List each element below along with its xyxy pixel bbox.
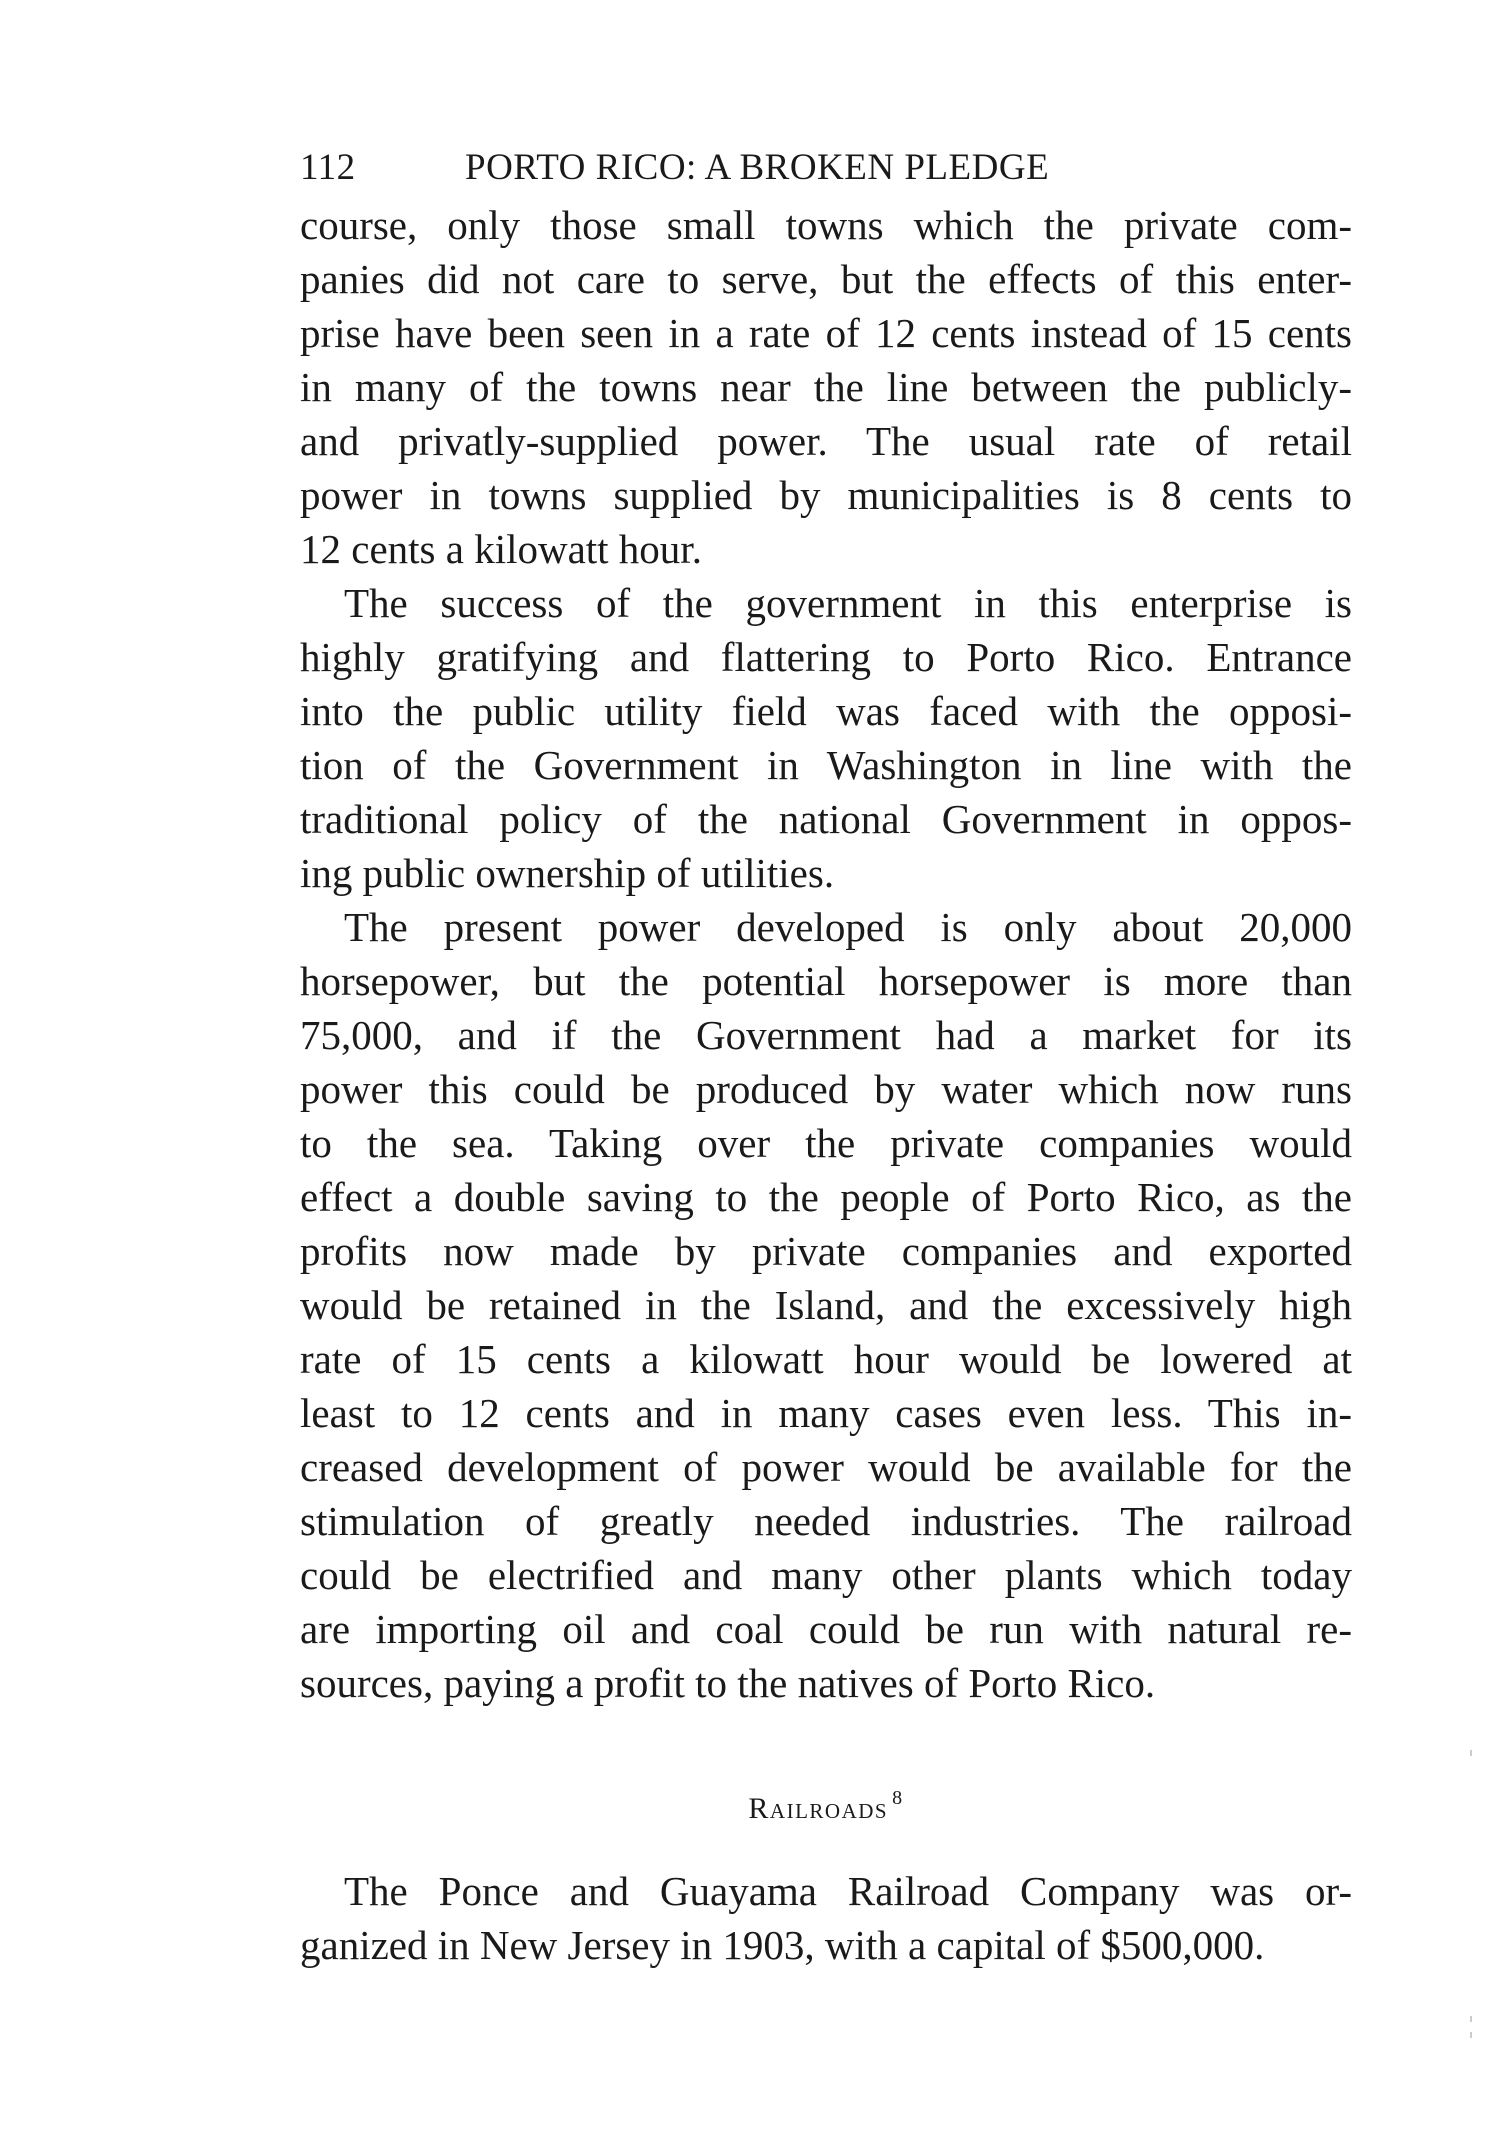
footnote-marker: 8 xyxy=(892,1787,904,1809)
text-line: traditional policy of the national Government in oppos- xyxy=(300,796,1352,842)
text-line: ganized in New Jersey in 1903, with a capital of $500,000. xyxy=(300,1922,1265,1968)
text-line: panies did not care to serve, but the effects of this enter- xyxy=(300,256,1352,302)
text-line: power in towns supplied by municipalities is 8 cents to xyxy=(300,472,1352,518)
text-line: could be electrified and many other plants which today xyxy=(300,1552,1352,1598)
section-heading-text: Railroads xyxy=(748,1792,889,1825)
text-line: The present power developed is only about 20,000 xyxy=(344,904,1352,950)
text-line: tion of the Government in Washington in line with the xyxy=(300,742,1352,788)
running-title: PORTO RICO: A BROKEN PLEDGE xyxy=(465,147,1050,188)
text-line: profits now made by private companies and exported xyxy=(300,1228,1352,1274)
text-line: prise have been seen in a rate of 12 cents instead of 15 cents xyxy=(300,310,1352,356)
scan-speck xyxy=(1470,2016,1472,2022)
text-line: creased development of power would be available for the xyxy=(300,1444,1352,1490)
text-line: The success of the government in this enterprise is xyxy=(344,580,1352,626)
text-line: into the public utility field was faced with the opposi- xyxy=(300,688,1352,734)
text-line: are importing oil and coal could be run with natural re- xyxy=(300,1606,1352,1652)
text-line: 12 cents a kilowatt hour. xyxy=(300,526,702,572)
text-line: and privatly-supplied power. The usual rate of retail xyxy=(300,418,1352,464)
text-line: sources, paying a profit to the natives of Porto Rico. xyxy=(300,1660,1156,1706)
text-line: least to 12 cents and in many cases even less. This in- xyxy=(300,1390,1352,1436)
text-line: rate of 15 cents a kilowatt hour would be lowered at xyxy=(300,1336,1352,1382)
text-line: effect a double saving to the people of Porto Rico, as the xyxy=(300,1174,1352,1220)
page-number: 112 xyxy=(300,147,356,188)
book-page xyxy=(300,0,1352,2144)
text-line: stimulation of greatly needed industries. The railroad xyxy=(300,1498,1352,1544)
text-line: ing public ownership of utilities. xyxy=(300,850,835,896)
text-line: power this could be produced by water which now runs xyxy=(300,1066,1352,1112)
section-heading xyxy=(300,1778,1352,1829)
text-line: horsepower, but the potential horsepower is more than xyxy=(300,958,1352,1004)
text-line: The Ponce and Guayama Railroad Company was or- xyxy=(344,1868,1352,1914)
text-line: in many of the towns near the line between the publicly- xyxy=(300,364,1352,410)
text-line: highly gratifying and flattering to Porto Rico. Entrance xyxy=(300,634,1352,680)
text-line: to the sea. Taking over the private companies would xyxy=(300,1120,1352,1166)
text-line: would be retained in the Island, and the excessively high xyxy=(300,1282,1352,1328)
scan-speck xyxy=(1470,1750,1472,1756)
running-head xyxy=(300,146,1352,190)
text-line: course, only those small towns which the private com- xyxy=(300,202,1352,248)
text-line: 75,000, and if the Government had a market for its xyxy=(300,1012,1352,1058)
scan-speck xyxy=(1470,2032,1472,2038)
